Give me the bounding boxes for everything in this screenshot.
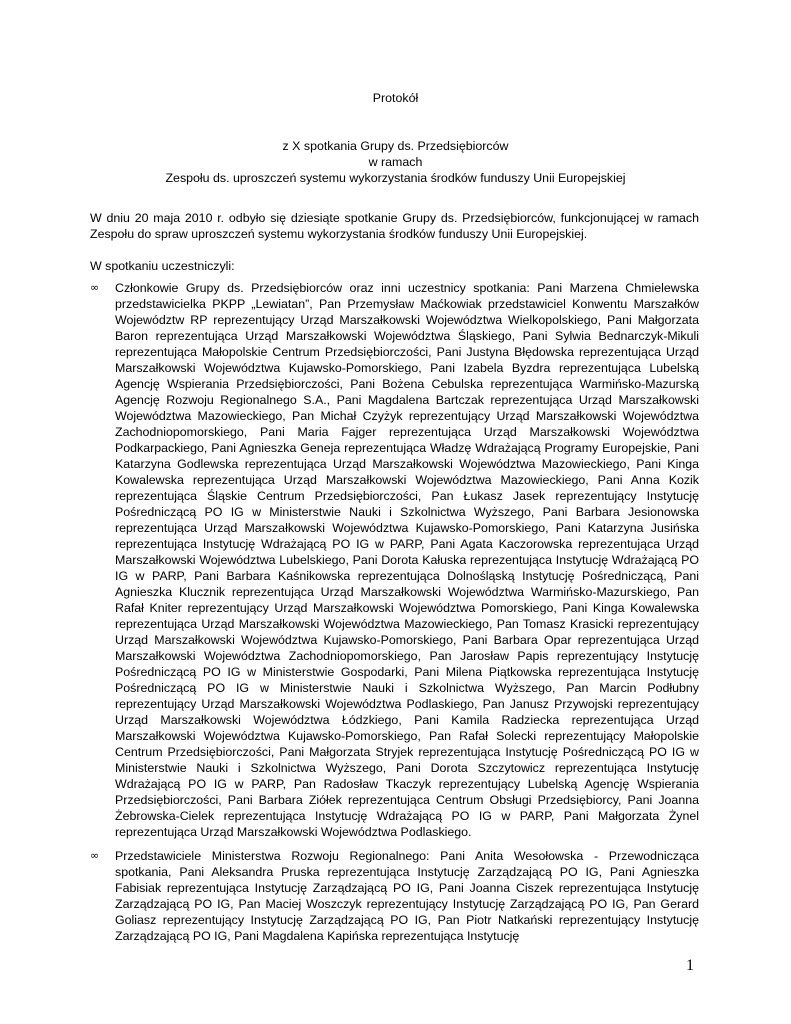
- subtitle-line: w ramach: [368, 155, 423, 169]
- list-item: [90, 848, 699, 944]
- document-subtitle: [0, 138, 791, 186]
- intro-paragraph: W dniu 20 maja 2010 r. odbyło się dziesiąte spotkanie Grupy ds. Przedsiębiorców, funkcjonującej w ramach Zespołu do spraw uproszczeń systemu wykorzystania środków funduszy Unii Europejskiej.: [90, 211, 699, 241]
- document-title: Protokół: [372, 91, 419, 105]
- attendee-group-text: Przedstawiciele Ministerstwa Rozwoju Regionalnego: Pani Anita Wesołowska - Przewodnicząca spotkania, Pani Aleksandra Pruska reprezentująca Instytucję Zarządzającą PO IG, Pani Agnieszka Fabisiak reprezentująca Instytucję Zarządzającą PO IG, Pani Joanna Ciszek reprezentująca Instytucję Zarządzającą PO IG, Pan Maciej Woszczyk reprezentujący Instytucję Zarządzającą PO IG, Pan Gerard Goliasz reprezentujący Instytucję Zarządzającą PO IG, Pan Piotr Natkański reprezentujący Instytucję Zarządzającą PO IG, Pani Magdalena Kapińska reprezentująca Instytucję: [115, 849, 699, 943]
- attendee-group-text: Członkowie Grupy ds. Przedsiębiorców oraz inni uczestnicy spotkania: Pani Marzena Chmielewska przedstawicielka PKPP „Lewiatan”, Pan Przemysław Maćkowiak przedstawiciel Konwentu Marszałków Województw RP reprezentujący Urząd Marszałkowski Województwa Wielkopolskiego, Pani Małgorzata Baron reprezentująca Urząd Marszałkowski Województwa Śląskiego, Pani Sylwia Bednarczyk-Mikuli reprezentująca Małopolskie Centrum Przedsiębiorczości, Pani Justyna Błędowska reprezentująca Urząd Marszałkowski Województwa Kujawsko-Pomorskiego, Pani Izabela Byzdra reprezentująca Lubelską Agencję Wspierania Przedsiębiorczości, Pani Bożena Cebulska reprezentująca Warmińsko-Mazurską Agencję Rozwoju Regionalnego S.A., Pani Magdalena Bartczak reprezentująca Urząd Marszałkowski Województwa Mazowieckiego, Pan Michał Czyżyk reprezentujący Urząd Marszałkowski Województwa Zachodniopomorskiego, Pani Maria Fajger reprezentująca Urząd Marszałkowski Województwa Podkarpackiego, Pani Agnieszka Geneja reprezentująca Władzę Wdrażającą Programy Europejskie, Pani Katarzyna Godlewska reprezentująca Urząd Marszałkowski Województwa Mazowieckiego, Pani Kinga Kowalewska reprezentująca Urząd Marszałkowski Województwa Mazowieckiego, Pani Anna Kozik reprezentująca Śląskie Centrum Przedsiębiorczości, Pan Łukasz Jasek reprezentujący Instytucję Pośredniczącą PO IG w Ministerstwie Nauki i Szkolnictwa Wyższego, Pani Barbara Jesionowska reprezentująca Urząd Marszałkowski Województwa Kujawsko-Pomorskiego, Pani Katarzyna Jusińska reprezentująca Instytucję Wdrażającą PO IG w PARP, Pani Agata Kaczorowska reprezentująca Urząd Marszałkowski Województwa Lubelskiego, Pani Dorota Kałuska reprezentująca Instytucję Wdrażającą PO IG w PARP, Pani Barbara Kaśnikowska reprezentująca Dolnośląską Instytucję Pośredniczącą, Pani Agnieszka Klucznik reprezentująca Urząd Marszałkowski Województwa Warmińsko-Mazurskiego, Pan Rafał Kniter reprezentujący Urząd Marszałkowski Województwa Pomorskiego, Pani Kinga Kowalewska reprezentująca Urząd Marszałkowski Województwa Mazowieckiego, Pan Tomasz Krasicki reprezentujący Urząd Marszałkowski Województwa Kujawsko-Pomorskiego, Pani Barbara Opar reprezentująca Urząd Marszałkowski Województwa Zachodniopomorskiego, Pan Jarosław Papis reprezentujący Instytucję Pośredniczącą PO IG w Ministerstwie Gospodarki, Pani Milena Piątkowska reprezentująca Instytucję Pośredniczącą PO IG w Ministerstwie Nauki i Szkolnictwa Wyższego, Pan Marcin Podłubny reprezentujący Urząd Marszałkowski Województwa Podlaskiego, Pan Janusz Przywojski reprezentujący Urząd Marszałkowski Województwa Łódzkiego, Pani Kamila Radziecka reprezentująca Urząd Marszałkowski Województwa Kujawsko-Pomorskiego, Pan Rafał Solecki reprezentujący Małopolskie Centrum Przedsiębiorczości, Pani Małgorzata Stryjek reprezentująca Instytucję Pośredniczącą PO IG w Ministerstwie Nauki i Szkolnictwa Wyższego, Pani Dorota Szczytowicz reprezentująca Instytucję Wdrażającą PO IG w PARP, Pan Radosław Tkaczyk reprezentujący Lubelską Agencję Wspierania Przedsiębiorczości, Pani Barbara Ziółek reprezentująca Centrum Obsługi Przedsiębiorcy, Pani Joanna Żebrowska-Cielek reprezentująca Instytucję Wdrażającą PO IG w PARP, Pani Małgorzata Żynel reprezentująca Urząd Marszałkowski Województwa Podlaskiego.: [115, 281, 699, 839]
- infinity-bullet-icon: ∞: [90, 849, 100, 862]
- infinity-bullet-icon: ∞: [90, 281, 100, 294]
- page-number: 1: [686, 957, 694, 974]
- attendees-label: W spotkaniu uczestniczyli:: [90, 259, 235, 273]
- subtitle-line: Zespołu ds. uproszczeń systemu wykorzystania środków funduszy Unii Europejskiej: [165, 171, 626, 185]
- list-item: [90, 280, 699, 840]
- subtitle-line: z X spotkania Grupy ds. Przedsiębiorców: [282, 139, 509, 153]
- attendees-list: [90, 280, 699, 952]
